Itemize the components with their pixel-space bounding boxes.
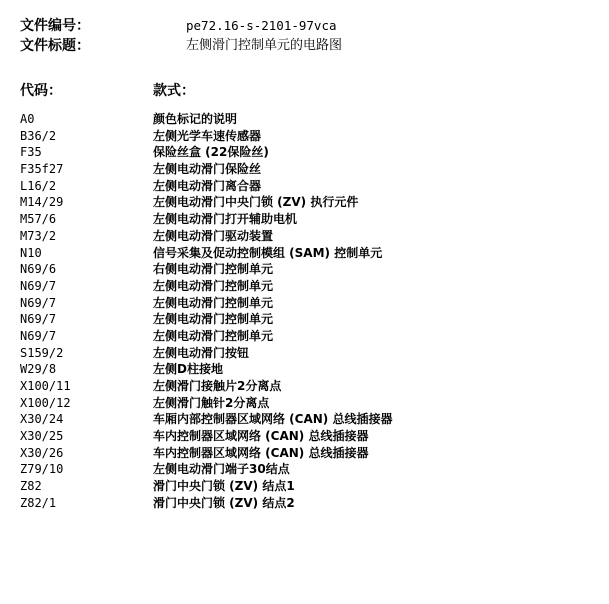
component-description: 左侧D柱接地: [153, 362, 223, 377]
component-code: Z79/10: [20, 462, 64, 477]
component-code: W29/8: [20, 362, 57, 377]
component-code: N69/7: [20, 295, 57, 310]
list-item: [20, 445, 600, 462]
component-code: S159/2: [20, 345, 64, 360]
component-description: 车内控制器区域网络 (CAN) 总线插接器: [153, 429, 369, 444]
list-item: [20, 245, 600, 262]
doc-title-value: 左侧滑门控制单元的电路图: [186, 38, 343, 53]
doc-number-value: pe72.16-s-2101-97vca: [186, 18, 337, 33]
doc-title-row: [20, 37, 600, 55]
list-item: [20, 411, 600, 428]
component-description: 左侧电动滑门按钮: [153, 345, 250, 360]
doc-number-row: [20, 17, 600, 35]
list-item: [20, 378, 600, 395]
code-column-header: 代码：: [20, 83, 62, 99]
component-code: X100/11: [20, 379, 71, 393]
component-code: F35: [20, 145, 42, 160]
list-item: [20, 478, 600, 495]
component-description: 左侧电动滑门驱动装置: [153, 228, 274, 243]
component-code: Z82: [20, 479, 42, 494]
component-description: 滑门中央门锁 (ZV) 结点2: [153, 495, 295, 510]
component-description: 左侧滑门接触片2分离点: [153, 379, 282, 393]
component-description: 左侧电动滑门控制单元: [153, 295, 274, 310]
list-item: [20, 194, 600, 211]
component-description: 左侧电动滑门离合器: [153, 178, 262, 193]
component-code: M14/29: [20, 195, 64, 210]
component-code: X100/12: [20, 395, 71, 410]
list-item: [20, 495, 600, 512]
component-code: B36/2: [20, 128, 57, 143]
component-code: N10: [20, 245, 42, 260]
component-code: N69/7: [20, 328, 57, 343]
list-item: [20, 461, 600, 478]
list-item: [20, 178, 600, 195]
component-description: 左侧光学车速传感器: [153, 128, 262, 143]
component-code: X30/26: [20, 445, 64, 460]
component-code: M57/6: [20, 212, 57, 227]
component-code: X30/25: [20, 429, 64, 444]
list-item: [20, 111, 600, 128]
list-item: [20, 361, 600, 378]
doc-title-label: 文件标题：: [20, 38, 90, 54]
component-description: 保险丝盒 (22保险丝): [153, 145, 269, 160]
list-item: [20, 345, 600, 362]
component-code: N69/6: [20, 262, 57, 277]
component-code: M73/2: [20, 228, 57, 243]
component-description: 左侧电动滑门控制单元: [153, 312, 274, 327]
list-item: [20, 311, 600, 328]
list-item: [20, 161, 600, 178]
component-code: N69/7: [20, 312, 57, 327]
component-description: 左侧电动滑门端子30结点: [153, 462, 290, 477]
list-item: [20, 211, 600, 228]
component-description: 左侧电动滑门保险丝: [153, 162, 262, 177]
component-description: 车厢内部控制器区域网络 (CAN) 总线插接器: [153, 412, 393, 427]
component-code: Z82/1: [20, 495, 57, 510]
list-item: [20, 295, 600, 312]
component-description: 右侧电动滑门控制单元: [153, 262, 274, 277]
model-column-header: 款式：: [153, 83, 195, 99]
component-code: N69/7: [20, 278, 57, 293]
component-code: X30/24: [20, 412, 64, 427]
component-description: 颜色标记的说明: [153, 112, 238, 126]
list-item: [20, 428, 600, 445]
list-item: [20, 128, 600, 145]
component-description: 左侧电动滑门打开辅助电机: [153, 212, 298, 227]
list-item: [20, 228, 600, 245]
list-item: [20, 278, 600, 295]
component-code: A0: [20, 112, 35, 126]
list-item: [20, 261, 600, 278]
component-description: 滑门中央门锁 (ZV) 结点1: [153, 479, 295, 494]
component-description: 左侧滑门触针2分离点: [153, 395, 270, 410]
component-description: 信号采集及促动控制模组 (SAM) 控制单元: [153, 245, 383, 260]
list-item: [20, 328, 600, 345]
component-code: L16/2: [20, 178, 57, 193]
component-description: 左侧电动滑门控制单元: [153, 328, 274, 343]
component-description: 左侧电动滑门控制单元: [153, 278, 274, 293]
doc-number-label: 文件编号：: [20, 18, 90, 34]
component-description: 左侧电动滑门中央门锁 (ZV) 执行元件: [153, 195, 359, 210]
component-list: [20, 111, 600, 512]
component-description: 车内控制器区域网络 (CAN) 总线插接器: [153, 445, 369, 460]
list-item: [20, 395, 600, 412]
component-code: F35f27: [20, 162, 64, 177]
list-item: [20, 144, 600, 161]
